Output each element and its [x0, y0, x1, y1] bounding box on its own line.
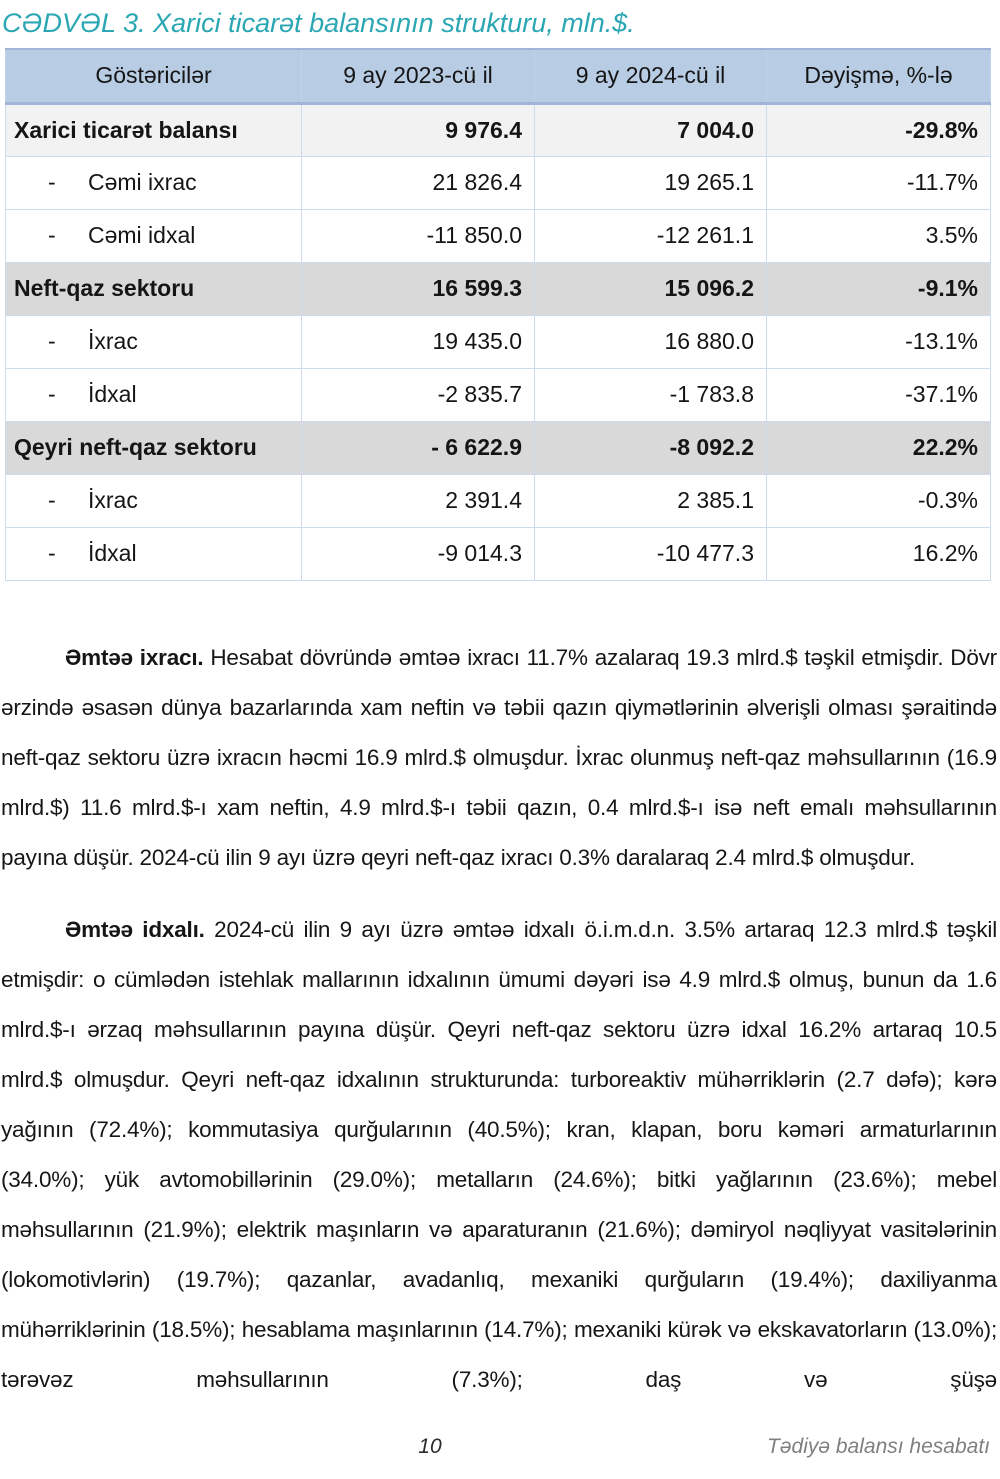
- row-label-cell: [6, 209, 302, 262]
- header-9m-2023: 9 ay 2023-cü il: [302, 49, 535, 103]
- row-value: 19 435.0: [302, 315, 535, 368]
- row-value: -8 092.2: [535, 421, 767, 474]
- footer-report-title: Tədiyə balansı hesabatı: [767, 1435, 990, 1458]
- table-row: [6, 315, 991, 368]
- header-indicators: Göstəricilər: [6, 49, 302, 103]
- row-label-cell: [6, 527, 302, 580]
- row-value: -11.7%: [767, 156, 991, 209]
- list-dash: -: [48, 169, 56, 195]
- table-row: [6, 421, 991, 474]
- row-label-cell: [6, 262, 302, 315]
- row-value: -12 261.1: [535, 209, 767, 262]
- row-label: Neft-qaz sektoru: [14, 275, 195, 301]
- table-row: [6, 474, 991, 527]
- header-change-pct: Dəyişmə, %-lə: [767, 49, 991, 103]
- list-dash: -: [48, 222, 56, 248]
- table-body: [6, 103, 991, 580]
- row-value: -1 783.8: [535, 368, 767, 421]
- table-row: [6, 368, 991, 421]
- row-value: - 6 622.9: [302, 421, 535, 474]
- row-value: 16.2%: [767, 527, 991, 580]
- row-value: -10 477.3: [535, 527, 767, 580]
- row-value: -0.3%: [767, 474, 991, 527]
- row-label-cell: [6, 368, 302, 421]
- table-row: [6, 209, 991, 262]
- row-value: 21 826.4: [302, 156, 535, 209]
- row-label: Cəmi ixrac: [88, 169, 197, 195]
- row-label: İdxal: [88, 381, 137, 407]
- table-row: [6, 262, 991, 315]
- row-label: Xarici ticarət balansı: [14, 116, 238, 143]
- row-value: 16 880.0: [535, 315, 767, 368]
- row-value: 16 599.3: [302, 262, 535, 315]
- row-label-cell: [6, 315, 302, 368]
- table-header-row: [6, 49, 991, 103]
- paragraph-exports-body: Hesabat dövründə əmtəə ixracı 11.7% azalaraq 19.3 mlrd.$ təşkil etmişdir. Dövr ərzində əsasən dünya bazarlarında xam neftin və təbii qazın qiymətlərinin əlverişli olması şəraitində neft-qaz sektoru üzrə ixracın həcmi 16.9 mlrd.$ olmuşdur. İxrac olunmuş neft-qaz məhsullarının (16.9 mlrd.$) 11.6 mlrd.$-ı xam neftin, 4.9 mlrd.$-ı təbii qazın, 0.4 mlrd.$-ı isə neft emalı məhsullarının payına düşür. 2024-cü ilin 9 ayı üzrə qeyri neft-qaz ixracı 0.3% daralaraq 2.4 mlrd.$ olmuşdur.: [1, 644, 997, 870]
- row-value: 15 096.2: [535, 262, 767, 315]
- page-number: 10: [418, 1435, 442, 1458]
- row-value: 3.5%: [767, 209, 991, 262]
- row-label-cell: [6, 156, 302, 209]
- paragraph-exports: [1, 633, 997, 883]
- paragraph-imports: [1, 905, 997, 1405]
- row-value: 2 385.1: [535, 474, 767, 527]
- row-label: İxrac: [88, 487, 138, 513]
- list-dash: -: [48, 381, 56, 407]
- page-footer: [0, 1435, 1000, 1467]
- row-value: 19 265.1: [535, 156, 767, 209]
- row-value: -37.1%: [767, 368, 991, 421]
- row-label: İdxal: [88, 540, 137, 566]
- row-label: İxrac: [88, 328, 138, 354]
- row-label-cell: [6, 103, 302, 156]
- row-label: Qeyri neft-qaz sektoru: [14, 434, 257, 460]
- row-value: -29.8%: [767, 103, 991, 156]
- row-value: 7 004.0: [535, 103, 767, 156]
- table-header: [6, 49, 991, 103]
- row-value: 9 976.4: [302, 103, 535, 156]
- list-dash: -: [48, 540, 56, 566]
- list-dash: -: [48, 487, 56, 513]
- table-caption: CƏDVƏL 3. Xarici ticarət balansının strukturu, mln.$.: [2, 8, 635, 38]
- row-label-cell: [6, 421, 302, 474]
- body-text: [0, 633, 1000, 1405]
- table-row: [6, 156, 991, 209]
- table-row: [6, 527, 991, 580]
- row-value: -9.1%: [767, 262, 991, 315]
- row-value: -9 014.3: [302, 527, 535, 580]
- trade-balance-table: [5, 48, 991, 581]
- row-value: -2 835.7: [302, 368, 535, 421]
- row-value: -13.1%: [767, 315, 991, 368]
- table-row: [6, 103, 991, 156]
- list-dash: -: [48, 328, 56, 354]
- header-9m-2024: 9 ay 2024-cü il: [535, 49, 767, 103]
- row-value: 2 391.4: [302, 474, 535, 527]
- row-value: -11 850.0: [302, 209, 535, 262]
- paragraph-exports-lead: Əmtəə ixracı.: [65, 644, 204, 670]
- paragraph-imports-lead: Əmtəə idxalı.: [65, 916, 205, 942]
- row-label: Cəmi idxal: [88, 222, 196, 248]
- row-value: 22.2%: [767, 421, 991, 474]
- row-label-cell: [6, 474, 302, 527]
- paragraph-imports-body: 2024-cü ilin 9 ayı üzrə əmtəə idxalı ö.i.m.d.n. 3.5% artaraq 12.3 mlrd.$ təşkil etmişdir: o cümlədən istehlak mallarının idxalının ümumi dəyəri isə 4.9 mlrd.$ olmuş, bunun da 1.6 mlrd.$-ı ərzaq məhsullarının payına düşür. Qeyri neft-qaz sektoru üzrə idxal 16.2% artaraq 10.5 mlrd.$ olmuşdur. Qeyri neft-qaz idxalının strukturunda: turboreaktiv mühərriklərin (2.7 dəfə); kərə yağının (72.4%); kommutasiya qurğularının (40.5%); kran, klapan, boru kəməri armaturlarının (34.0%); yük avtomobillərinin (29.0%); metalların (24.6%); bitki yağlarının (23.6%); mebel məhsullarının (21.9%); elektrik maşınların və aparaturanın (21.6%); dəmiryol nəqliyyat vasitələrinin (lokomotivlərin) (19.7%); qazanlar, avadanlıq, mexaniki qurğuların (19.4%); daxiliyanma mühərriklərinin (18.5%); hesablama maşınlarının (14.7%); mexaniki kürək və ekskavatorların (13.0%); tərəvəz məhsullarının (7.3%); daş və şüşə: [1, 916, 998, 1392]
